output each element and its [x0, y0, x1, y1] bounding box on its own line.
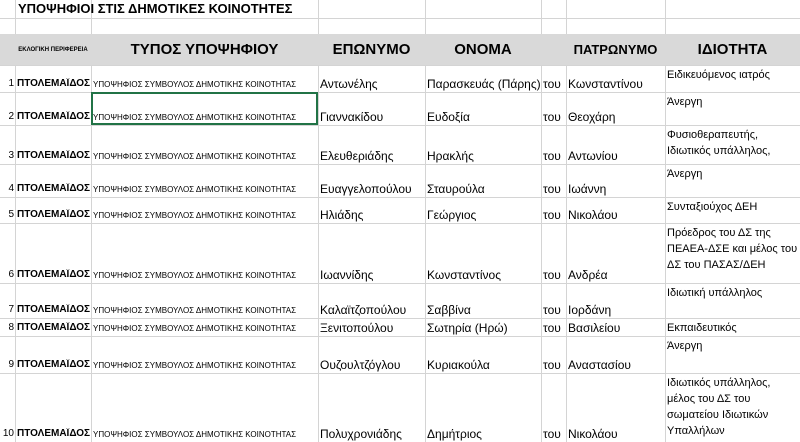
cell-tou[interactable]: του — [543, 358, 561, 372]
cell-surname[interactable]: Ιωαννίδης — [320, 268, 374, 282]
header-tou[interactable] — [541, 34, 566, 65]
cell-surname[interactable]: Ηλιάδης — [320, 208, 364, 222]
cell-type[interactable]: ΥΠΟΨΗΦΙΟΣ ΣΥΜΒΟΥΛΟΣ ΔΗΜΟΤΙΚΗΣ ΚΟΙΝΟΤΗΤΑΣ — [93, 306, 297, 315]
cell-tou[interactable]: του — [543, 427, 561, 441]
cell-father[interactable]: Νικολάου — [568, 427, 618, 441]
cell-type[interactable]: ΥΠΟΨΗΦΙΟΣ ΣΥΜΒΟΥΛΟΣ ΔΗΜΟΤΙΚΗΣ ΚΟΙΝΟΤΗΤΑΣ — [93, 80, 297, 89]
cell-father[interactable]: Αναστασίου — [568, 358, 631, 372]
cell-tou[interactable]: του — [543, 77, 561, 91]
cell-name[interactable]: Κωνσταντίνος — [427, 268, 502, 282]
column-gridline — [541, 0, 542, 442]
cell-name[interactable]: Σαββίνα — [427, 303, 471, 317]
cell-tou[interactable]: του — [543, 182, 561, 196]
cell-occupation[interactable]: Άνεργη — [667, 96, 703, 108]
row-number[interactable]: 8 — [8, 322, 14, 333]
cell-district[interactable]: ΠΤΟΛΕΜΑΪΔΟΣ — [17, 359, 91, 370]
row-gridline — [0, 18, 800, 19]
column-gridline — [318, 0, 319, 442]
column-gridline — [91, 0, 92, 442]
cell-tou[interactable]: του — [543, 149, 561, 163]
cell-occupation[interactable]: Άνεργη — [667, 168, 703, 180]
header-occupation[interactable]: ΙΔΙΟΤΗΤΑ — [697, 41, 768, 58]
cell-occupation[interactable]: Συνταξιούχος ΔΕΗ — [667, 201, 758, 213]
header-father[interactable]: ΠΑΤΡΩΝΥΜΟ — [573, 42, 658, 57]
header-type[interactable]: ΤΥΠΟΣ ΥΠΟΨΗΦΙΟΥ — [130, 41, 279, 58]
cell-tou[interactable]: του — [543, 208, 561, 222]
cell-name[interactable]: Παρασκευάς (Πάρης) — [427, 77, 541, 91]
cell-tou[interactable]: του — [543, 268, 561, 282]
cell-name[interactable]: Σταυρούλα — [427, 182, 485, 196]
cell-district[interactable]: ΠΤΟΛΕΜΑΪΔΟΣ — [17, 428, 91, 439]
cell-occupation[interactable]: Άνεργη — [667, 340, 703, 352]
cell-surname[interactable]: Αντωνέλης — [320, 77, 378, 91]
cell-surname[interactable]: Ξενιτοπούλου — [320, 321, 394, 335]
row-number[interactable]: 6 — [8, 269, 14, 280]
cell-district[interactable]: ΠΤΟΛΕΜΑΪΔΟΣ — [17, 269, 91, 280]
row-gridline — [0, 336, 800, 337]
cell-name[interactable]: Δημήτριος — [427, 427, 482, 441]
cell-father[interactable]: Βασιλείου — [568, 321, 621, 335]
cell-type[interactable]: ΥΠΟΨΗΦΙΟΣ ΣΥΜΒΟΥΛΟΣ ΔΗΜΟΤΙΚΗΣ ΚΟΙΝΟΤΗΤΑΣ — [93, 271, 297, 280]
cell-occupation[interactable]: Ιδιωτικός υπάλληλος, μέλος του ΔΣ του σωματείου Ιδιωτικών Υπαλλήλων — [667, 377, 771, 437]
cell-district[interactable]: ΠΤΟΛΕΜΑΪΔΟΣ — [17, 322, 91, 333]
header-name[interactable]: ΟΝΟΜΑ — [454, 41, 512, 58]
row-number[interactable]: 3 — [8, 150, 14, 161]
row-number[interactable]: 4 — [8, 183, 14, 194]
cell-father[interactable]: Ιορδάνη — [568, 303, 612, 317]
cell-type[interactable]: ΥΠΟΨΗΦΙΟΣ ΣΥΜΒΟΥΛΟΣ ΔΗΜΟΤΙΚΗΣ ΚΟΙΝΟΤΗΤΑΣ — [93, 211, 297, 220]
row-number[interactable]: 10 — [2, 428, 14, 439]
row-gridline — [0, 318, 800, 319]
cell-district[interactable]: ΠΤΟΛΕΜΑΪΔΟΣ — [17, 111, 91, 122]
cell-father[interactable]: Νικολάου — [568, 208, 618, 222]
cell-type[interactable]: ΥΠΟΨΗΦΙΟΣ ΣΥΜΒΟΥΛΟΣ ΔΗΜΟΤΙΚΗΣ ΚΟΙΝΟΤΗΤΑΣ — [93, 361, 297, 370]
cell-name[interactable]: Ηρακλής — [427, 149, 474, 163]
cell-district[interactable]: ΠΤΟΛΕΜΑΪΔΟΣ — [17, 78, 91, 89]
cell-surname[interactable]: Ευαγγελοπούλου — [320, 182, 412, 196]
cell-type[interactable]: ΥΠΟΨΗΦΙΟΣ ΣΥΜΒΟΥΛΟΣ ΔΗΜΟΤΙΚΗΣ ΚΟΙΝΟΤΗΤΑΣ — [93, 185, 297, 194]
header-surname[interactable]: ΕΠΩΝΥΜΟ — [332, 41, 411, 58]
cell-surname[interactable]: Ουζουλτζόγλου — [320, 358, 401, 372]
row-number[interactable]: 7 — [8, 304, 14, 315]
row-gridline — [0, 373, 800, 374]
cell-type[interactable]: ΥΠΟΨΗΦΙΟΣ ΣΥΜΒΟΥΛΟΣ ΔΗΜΟΤΙΚΗΣ ΚΟΙΝΟΤΗΤΑΣ — [93, 113, 297, 122]
selected-cell-outline — [91, 92, 318, 125]
row-number[interactable]: 2 — [8, 111, 14, 122]
row-number[interactable]: 5 — [8, 209, 14, 220]
cell-occupation[interactable]: Εκπαιδευτικός — [667, 322, 737, 334]
cell-father[interactable]: Ιωάννη — [568, 182, 607, 196]
row-gridline — [0, 197, 800, 198]
column-gridline — [15, 0, 16, 442]
cell-father[interactable]: Ανδρέα — [568, 268, 608, 282]
cell-tou[interactable]: του — [543, 303, 561, 317]
cell-tou[interactable]: του — [543, 110, 561, 124]
row-gridline — [0, 125, 800, 126]
cell-tou[interactable]: του — [543, 321, 561, 335]
cell-district[interactable]: ΠΤΟΛΕΜΑΪΔΟΣ — [17, 209, 91, 220]
cell-name[interactable]: Ευδοξία — [427, 110, 470, 124]
cell-district[interactable]: ΠΤΟΛΕΜΑΪΔΟΣ — [17, 150, 91, 161]
cell-surname[interactable]: Καλαϊτζοπούλου — [320, 303, 407, 317]
cell-occupation[interactable]: Πρόεδρος του ΔΣ της ΠΕΑΕΑ-ΔΣΕ και μέλος του ΔΣ του ΠΑΣΑΣ/ΔΕΗ — [667, 227, 798, 271]
cell-name[interactable]: Γεώργιος — [427, 208, 477, 222]
cell-father[interactable]: Αντωνίου — [568, 149, 618, 163]
cell-type[interactable]: ΥΠΟΨΗΦΙΟΣ ΣΥΜΒΟΥΛΟΣ ΔΗΜΟΤΙΚΗΣ ΚΟΙΝΟΤΗΤΑΣ — [93, 430, 297, 439]
cell-surname[interactable]: Πολυχρονιάδης — [320, 427, 402, 441]
cell-type[interactable]: ΥΠΟΨΗΦΙΟΣ ΣΥΜΒΟΥΛΟΣ ΔΗΜΟΤΙΚΗΣ ΚΟΙΝΟΤΗΤΑΣ — [93, 324, 297, 333]
cell-district[interactable]: ΠΤΟΛΕΜΑΪΔΟΣ — [17, 304, 91, 315]
cell-father[interactable]: Κωνσταντίνου — [568, 77, 643, 91]
cell-occupation[interactable]: Ειδικευόμενος ιατρός — [667, 69, 770, 81]
row-number[interactable]: 1 — [8, 78, 14, 89]
column-gridline — [425, 0, 426, 442]
cell-surname[interactable]: Γιαννακίδου — [320, 110, 384, 124]
cell-occupation[interactable]: Ιδιωτική υπάλληλος — [667, 287, 763, 299]
cell-occupation[interactable]: Φυσιοθεραπευτής, Ιδιωτικός υπάλληλος, — [667, 129, 771, 157]
cell-name[interactable]: Κυριακούλα — [427, 358, 490, 372]
row-gridline — [0, 283, 800, 284]
cell-father[interactable]: Θεοχάρη — [568, 110, 616, 124]
column-gridline — [566, 0, 567, 442]
sheet-title[interactable]: ΥΠΟΨΗΦΙΟΙ ΣΤΙΣ ΔΗΜΟΤΙΚΕΣ ΚΟΙΝΟΤΗΤΕΣ — [18, 1, 293, 16]
row-gridline — [0, 65, 800, 66]
row-gridline — [0, 164, 800, 165]
cell-district[interactable]: ΠΤΟΛΕΜΑΪΔΟΣ — [17, 183, 91, 194]
cell-type[interactable]: ΥΠΟΨΗΦΙΟΣ ΣΥΜΒΟΥΛΟΣ ΔΗΜΟΤΙΚΗΣ ΚΟΙΝΟΤΗΤΑΣ — [93, 152, 297, 161]
column-gridline — [665, 0, 666, 442]
row-number[interactable]: 9 — [8, 359, 14, 370]
cell-name[interactable]: Σωτηρία (Ηρώ) — [427, 321, 508, 335]
header-district[interactable]: ΕΚΛΟΓΙΚΗ ΠΕΡΙΦΕΡΕΙΑ — [18, 46, 88, 53]
row-gridline — [0, 223, 800, 224]
cell-surname[interactable]: Ελευθεριάδης — [320, 149, 394, 163]
